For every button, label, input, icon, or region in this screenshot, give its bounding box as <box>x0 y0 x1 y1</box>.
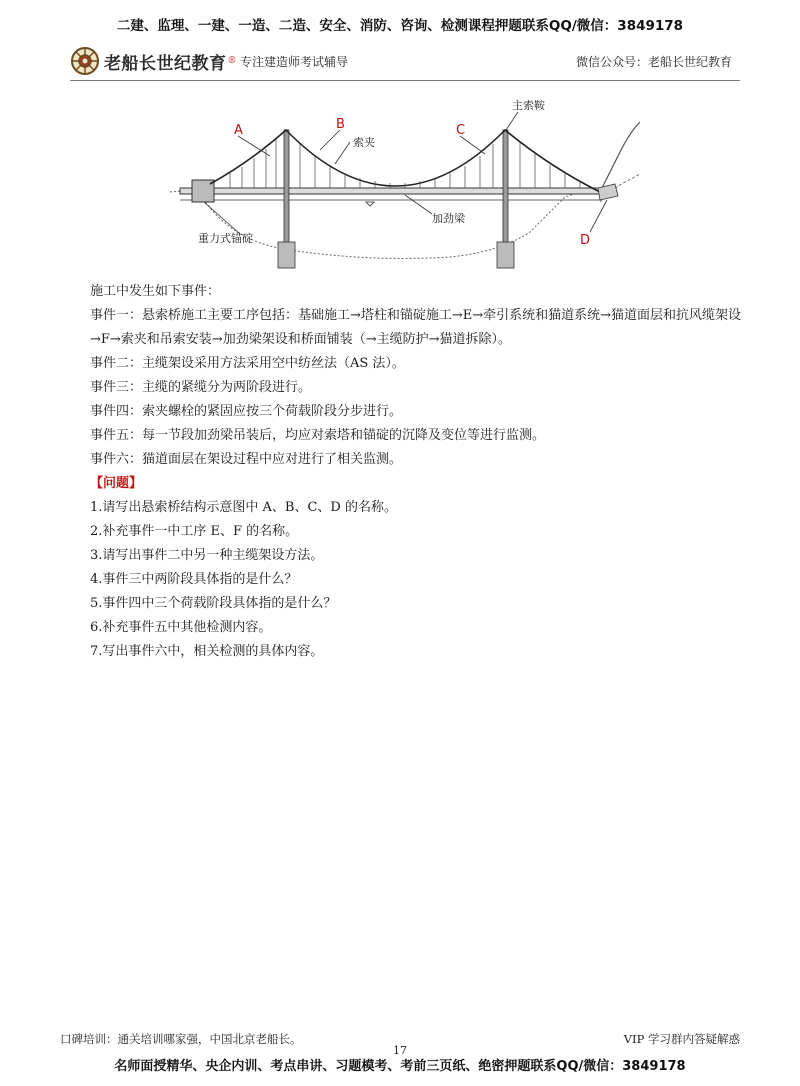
question-item: 5.事件四中三个荷载阶段具体指的是什么？ <box>90 596 337 611</box>
event-4: 事件四：索夹螺栓的紧固应按三个荷载阶段分步进行。 <box>90 404 403 419</box>
question-list <box>90 496 750 664</box>
question-item: 3.请写出事件二中另一种主缆架设方法。 <box>90 548 324 563</box>
event-1: 事件一：悬索桥施工主要工序包括：基础施工→塔柱和锚碇施工→E→牵引系统和猫道系统→猫道面层和抗风缆架设→F→索夹和吊索安装→加劲梁架设和桥面铺装（→主缆防护→猫道拆除）。 <box>90 308 742 347</box>
page-header <box>70 44 740 78</box>
question-item: 7.写出事件六中，相关检测的具体内容。 <box>90 644 324 659</box>
main-cable <box>210 130 600 192</box>
intro-text: 施工中发生如下事件： <box>90 284 221 299</box>
label-d: D <box>580 233 591 248</box>
tower-left <box>284 130 289 250</box>
label-a: A <box>234 123 243 138</box>
question-item: 2.补充事件一中工序 E、F 的名称。 <box>90 524 299 539</box>
header-slogan: 专注建造师考试辅导 <box>240 55 349 69</box>
header-divider <box>70 80 740 81</box>
event-3: 事件三：主缆的紧缆分为两阶段进行。 <box>90 380 312 395</box>
label-b: B <box>336 117 345 132</box>
terrain-right <box>600 122 640 192</box>
stiffening-girder <box>180 188 600 194</box>
label-c: C <box>456 123 466 138</box>
question-item: 4.事件三中两阶段具体指的是什么？ <box>90 572 298 587</box>
top-banner: 二建、监理、一建、一造、二造、安全、消防、咨询、检测课程押题联系QQ/微信：3849178 <box>116 18 684 34</box>
question-item: 1.请写出悬索桥结构示意图中 A、B、C、D 的名称。 <box>90 500 397 515</box>
footer-right-text: VIP 学习群内答疑解惑 <box>623 1032 740 1046</box>
event-2: 事件二：主缆架设采用方法采用空中纺丝法（AS 法）。 <box>90 356 405 371</box>
suspension-bridge-diagram <box>170 92 640 272</box>
ship-wheel-icon <box>70 46 100 76</box>
terrain-left <box>170 191 580 258</box>
label-cable-clamp: 索夹 <box>353 136 375 149</box>
hangers <box>230 139 580 188</box>
label-stiffening-girder: 加劲梁 <box>432 212 465 225</box>
bottom-banner: 名师面授精华、央企内训、考点串讲、习题模考、考前三页纸、绝密押题联系QQ/微信：3849178 <box>114 1059 686 1074</box>
questions-title: 【问题】 <box>90 476 143 491</box>
event-5: 事件五：每一节段加劲梁吊装后，均应对索塔和锚碇的沉降及变位等进行监测。 <box>90 428 546 443</box>
logo-text: 老船长世纪教育 <box>104 53 227 74</box>
page-number: 17 <box>393 1044 407 1057</box>
brand-logo <box>70 44 237 78</box>
event-6: 事件六：猫道面层在架设过程中应对进行了相关监测。 <box>90 452 403 467</box>
tower-right <box>503 130 508 250</box>
header-wechat: 微信公众号：老船长世纪教育 <box>575 55 732 69</box>
label-main-saddle: 主索鞍 <box>512 99 545 112</box>
registered-mark: ® <box>227 56 237 66</box>
footer-left-text: 口碑培训：通关培训哪家强，中国北京老船长。 <box>60 1032 302 1046</box>
document-body <box>90 280 750 664</box>
label-gravity-anchor: 重力式锚碇 <box>198 232 253 245</box>
question-item: 6.补充事件五中其他检测内容。 <box>90 620 272 635</box>
